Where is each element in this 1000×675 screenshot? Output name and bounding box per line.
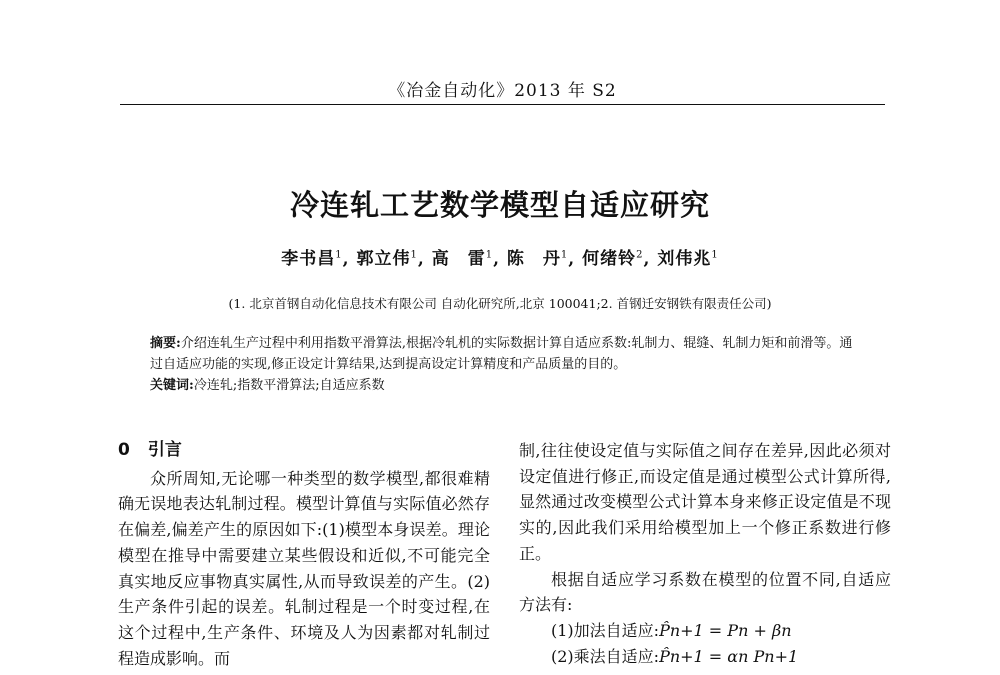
section-heading: [118, 438, 490, 464]
left-column: [118, 438, 490, 671]
header-rule: [120, 104, 885, 105]
author-name: 刘伟兆: [657, 249, 712, 269]
author-list: 李书昌$^1$, 郭立伟$^1$, 高 雷$^1$, 陈 丹$^1$, 何绪铃$^2$, 刘伟兆$^1$: [281, 249, 719, 269]
author-name: 高 雷: [431, 249, 486, 269]
keywords-text: 冷连轧;指数平滑算法;自适应系数: [193, 378, 385, 393]
keywords-label: 关键词:: [150, 378, 194, 393]
section-number: 0: [118, 440, 130, 460]
formula-label: (2)乘法自适应:: [551, 646, 660, 666]
formula-label: (1)加法自适应:: [551, 620, 660, 640]
abstract-block: [150, 333, 860, 396]
author-name: 李书昌: [281, 249, 336, 269]
author-name: 郭立伟: [356, 249, 411, 269]
author-affiliation-mark: 1: [335, 249, 343, 261]
abstract-label: 摘要:: [150, 336, 181, 351]
author-name: 陈 丹: [506, 249, 561, 269]
additive-adaptive-formula: [519, 618, 891, 644]
intro-paragraph: 众所周知,无论哪一种类型的数学模型,都很难精确无误地表达轧制过程。模型计算值与实际值必然存在偏差,偏差产生的原因如下:(1)模型本身误差。理论模型在推导中需要建立某些假设和近似,不可能完全真实地反应事物真实属性,从而导致误差的产生。(2)生产条件引起的误差。轧制过程是一个时变过程,在这个过程中,生产条件、环境及人为因素都对轧制过程造成影响。而: [118, 468, 490, 668]
author-affiliation-mark: 1: [560, 249, 569, 261]
author-affiliation-mark: 1: [711, 249, 719, 261]
section-title: 引言: [147, 440, 182, 460]
author-affiliation-mark: 1: [410, 249, 418, 261]
author-affiliation-mark: 1: [485, 249, 494, 261]
continued-paragraph: 制,往往使设定值与实际值之间存在差异,因此必须对设定值进行修正,而设定值是通过模型公式计算所得,显然通过改变模型公式计算本身来修正设定值是不现实的,因此我们采用给模型加上一个修正系数进行修正。: [519, 441, 891, 563]
formula-expression: P̂n+1 = αn Pn+1: [659, 646, 799, 666]
abstract: [150, 333, 860, 375]
author-name: 何绪铃: [582, 249, 637, 269]
keywords: [150, 375, 860, 396]
paper-title: 冷连轧工艺数学模型自适应研究: [289, 188, 710, 222]
author-affiliation-mark: 2: [636, 249, 644, 261]
affiliations: (1. 北京首钢自动化信息技术有限公司 自动化研究所,北京 100041;2. 首钢迁安钢铁有限责任公司): [228, 296, 772, 311]
multiplicative-adaptive-formula: [519, 644, 891, 670]
formula-expression: P̂n+1 = Pn + βn: [659, 620, 792, 640]
adaptive-methods-paragraph: 根据自适应学习系数在模型的位置不同,自适应方法有:: [519, 569, 891, 615]
abstract-text: 介绍连轧生产过程中利用指数平滑算法,根据冷轧机的实际数据计算自适应系数:轧制力、辊缝、轧制力矩和前滑等。通过自适应功能的实现,修正设定计算结果,达到提高设定计算精度和产品质量的目的。: [150, 336, 853, 372]
journal-header: 《冶金自动化》2013 年 S2: [388, 81, 617, 101]
right-column: [519, 438, 891, 669]
